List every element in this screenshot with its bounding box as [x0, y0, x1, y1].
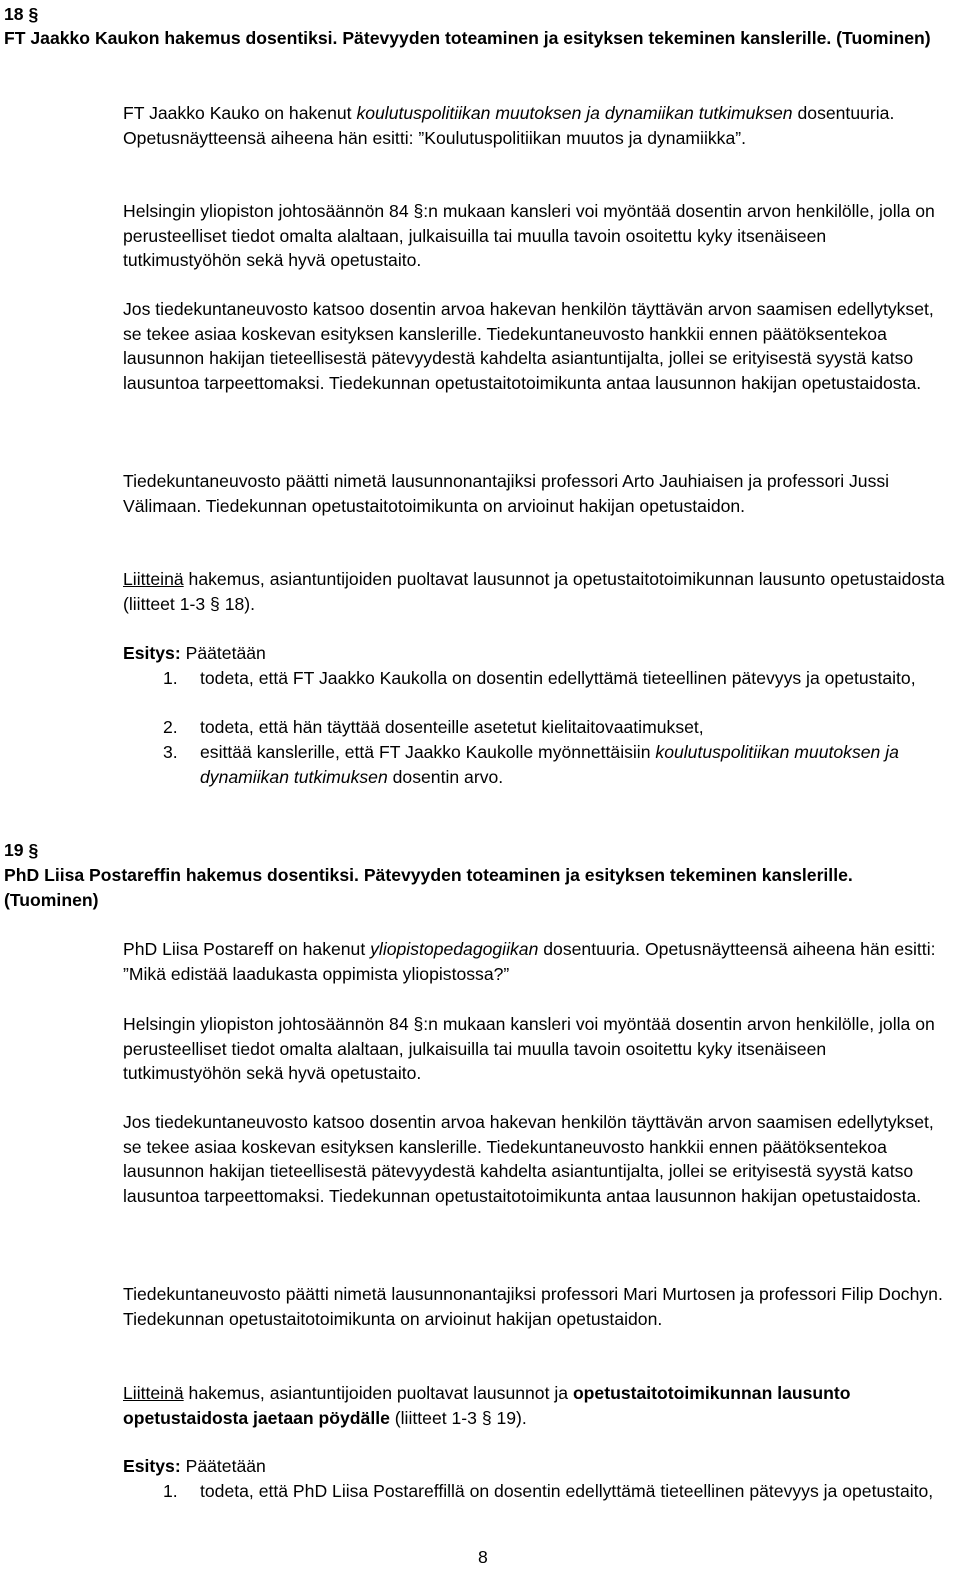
section-18-proposal-label: Esitys:: [123, 643, 181, 663]
section-18-proposal-value: Päätetään: [180, 643, 266, 663]
section-19-item-1: [163, 1479, 958, 1504]
section-18-intro: [123, 101, 948, 150]
section-18-intro-text-end: dosentuuria. Opetusnäytteensä aiheena hän esitti: ”Koulutuspolitiikan muutos ja dynamiikka”.: [123, 103, 895, 148]
section-19-attachments-text: hakemus, asiantuntijoiden puoltavat lausunnot ja: [183, 1383, 573, 1403]
section-19-intro: [123, 937, 948, 986]
section-19-attachments-bold: opetustaitotoimikunnan lausunto opetustaidosta jaetaan pöydälle: [123, 1383, 851, 1428]
section-19-number: 19 §: [4, 840, 39, 860]
section-19-proposal-label: Esitys:: [123, 1456, 181, 1476]
section-18-item-2: [163, 715, 958, 740]
list-item-text-start: esittää kanslerille, että FT Jaakko Kaukolle myönnettäisiin: [200, 742, 656, 762]
section-18-intro-text: FT Jaakko Kauko on hakenut: [123, 103, 357, 123]
list-item-text: todeta, että FT Jaakko Kaukolla on dosentin edellyttämä tieteellinen pätevyys ja opetustaito,: [200, 668, 916, 688]
section-19-title-bold: PhD Liisa Postareffin hakemus dosentiksi.: [4, 865, 359, 885]
section-19-intro-text: PhD Liisa Postareff on hakenut: [123, 939, 371, 959]
section-19-attachments-end: (liitteet 1-3 § 19).: [389, 1407, 527, 1428]
section-19-attachments: [123, 1381, 948, 1430]
section-18-item-1: [163, 666, 958, 691]
section-19-proposal-value: Päätetään: [180, 1456, 266, 1476]
section-18-title: [4, 26, 934, 51]
section-18-regulation: Helsingin yliopiston johtosäännön 84 §:n mukaan kansleri voi myöntää dosentin arvon henkilölle, jolla on perusteelliset tiedot omalta alaltaan, julkaisuilla tai muulla tavoin osoitettu kyky itsenäiseen tutkimustyöhön sekä hyvä opetustaito.: [123, 201, 935, 271]
list-item-text: todeta, että PhD Liisa Postareffillä on dosentin edellyttämä tieteellinen pätevyys ja opetustaito,: [200, 1481, 934, 1501]
section-19-regulation: Helsingin yliopiston johtosäännön 84 §:n mukaan kansleri voi myöntää dosentin arvon henkilölle, jolla on perusteelliset tiedot omalta alaltaan, julkaisuilla tai muulla tavoin osoitettu kyky itsenäiseen tutkimustyöhön sekä hyvä opetustaito.: [123, 1014, 935, 1084]
section-18-intro-italic: koulutuspolitiikan muutoksen ja dynamiikan tutkimuksen: [356, 103, 793, 123]
section-18-attachments-text: hakemus, asiantuntijoiden puoltavat lausunnot ja opetustaitotoimikunnan lausunto opetustaidosta (liitteet 1-3 § 18).: [123, 569, 945, 614]
section-18-attachments-label: Liitteinä: [123, 569, 184, 589]
section-18-reviewers: Tiedekuntaneuvosto päätti nimetä lausunnonantajiksi professori Arto Jauhiaisen ja professori Jussi Välimaan. Tiedekunnan opetustaitotoimikunta on arvioinut hakijan opetustaidon.: [123, 471, 890, 516]
list-item-number: 2.: [163, 717, 178, 737]
section-19-attachments-label: Liitteinä: [123, 1383, 184, 1403]
section-18-item-3: [163, 740, 958, 789]
page-number: 8: [478, 1547, 488, 1567]
section-19-title-rest: Pätevyyden toteaminen ja esityksen tekeminen kanslerille. (Tuominen): [4, 865, 853, 910]
section-19-intro-text-end: dosentuuria. Opetusnäytteensä aiheena hän esitti: ”Mikä edistää laadukasta oppimista yliopistossa?”: [123, 939, 936, 984]
list-item-text: [200, 740, 958, 789]
section-19-proposal: [123, 1454, 266, 1479]
list-item-number: 1.: [163, 1481, 178, 1501]
section-18-proposal: [123, 641, 266, 666]
section-18-title-bold: FT Jaakko Kaukon hakemus dosentiksi.: [4, 28, 338, 48]
section-19-procedure: Jos tiedekuntaneuvosto katsoo dosentin arvoa hakevan henkilön täyttävän arvon saamisen edellytykset, se tekee asiaa koskevan esityksen kanslerille. Tiedekuntaneuvosto hankkii ennen päätöksentekoa lausunnon hakijan tieteellisestä pätevyydestä kahdelta asiantuntijalta, jollei se erityisestä syystä katso lausuntoa tarpeettomaksi. Tiedekunnan opetustaitotoimikunta antaa lausunnon hakijan opetustaidosta.: [123, 1112, 934, 1206]
section-18-procedure: Jos tiedekuntaneuvosto katsoo dosentin arvoa hakevan henkilön täyttävän arvon saamisen edellytykset, se tekee asiaa koskevan esityksen kanslerille. Tiedekuntaneuvosto hankkii ennen päätöksentekoa lausunnon hakijan tieteellisestä pätevyydestä kahdelta asiantuntijalta, jollei se erityisestä syystä katso lausuntoa tarpeettomaksi. Tiedekunnan opetustaitotoimikunta antaa lausunnon hakijan opetustaidosta.: [123, 299, 934, 393]
section-18-attachments: [123, 567, 948, 616]
list-item-text-end: dosentin arvo.: [387, 766, 504, 787]
section-18-title-rest: Pätevyyden toteaminen ja esityksen tekeminen kanslerille. (Tuominen): [342, 28, 931, 48]
list-item-number: 1.: [163, 668, 178, 688]
section-19-title: [4, 863, 934, 912]
section-18-number: 18 §: [4, 4, 39, 24]
list-item-text: todeta, että hän täyttää dosenteille asetetut kielitaitovaatimukset,: [200, 717, 704, 737]
list-item-number: 3.: [163, 742, 178, 762]
section-19-reviewers: Tiedekuntaneuvosto päätti nimetä lausunnonantajiksi professori Mari Murtosen ja professori Filip Dochyn. Tiedekunnan opetustaitotoimikunta on arvioinut hakijan opetustaidon.: [123, 1284, 943, 1329]
section-19-intro-italic: yliopistopedagogiikan: [370, 939, 539, 959]
list-item-text-italic: koulutuspolitiikan muutoksen ja dynamiikan tutkimuksen: [200, 742, 899, 787]
